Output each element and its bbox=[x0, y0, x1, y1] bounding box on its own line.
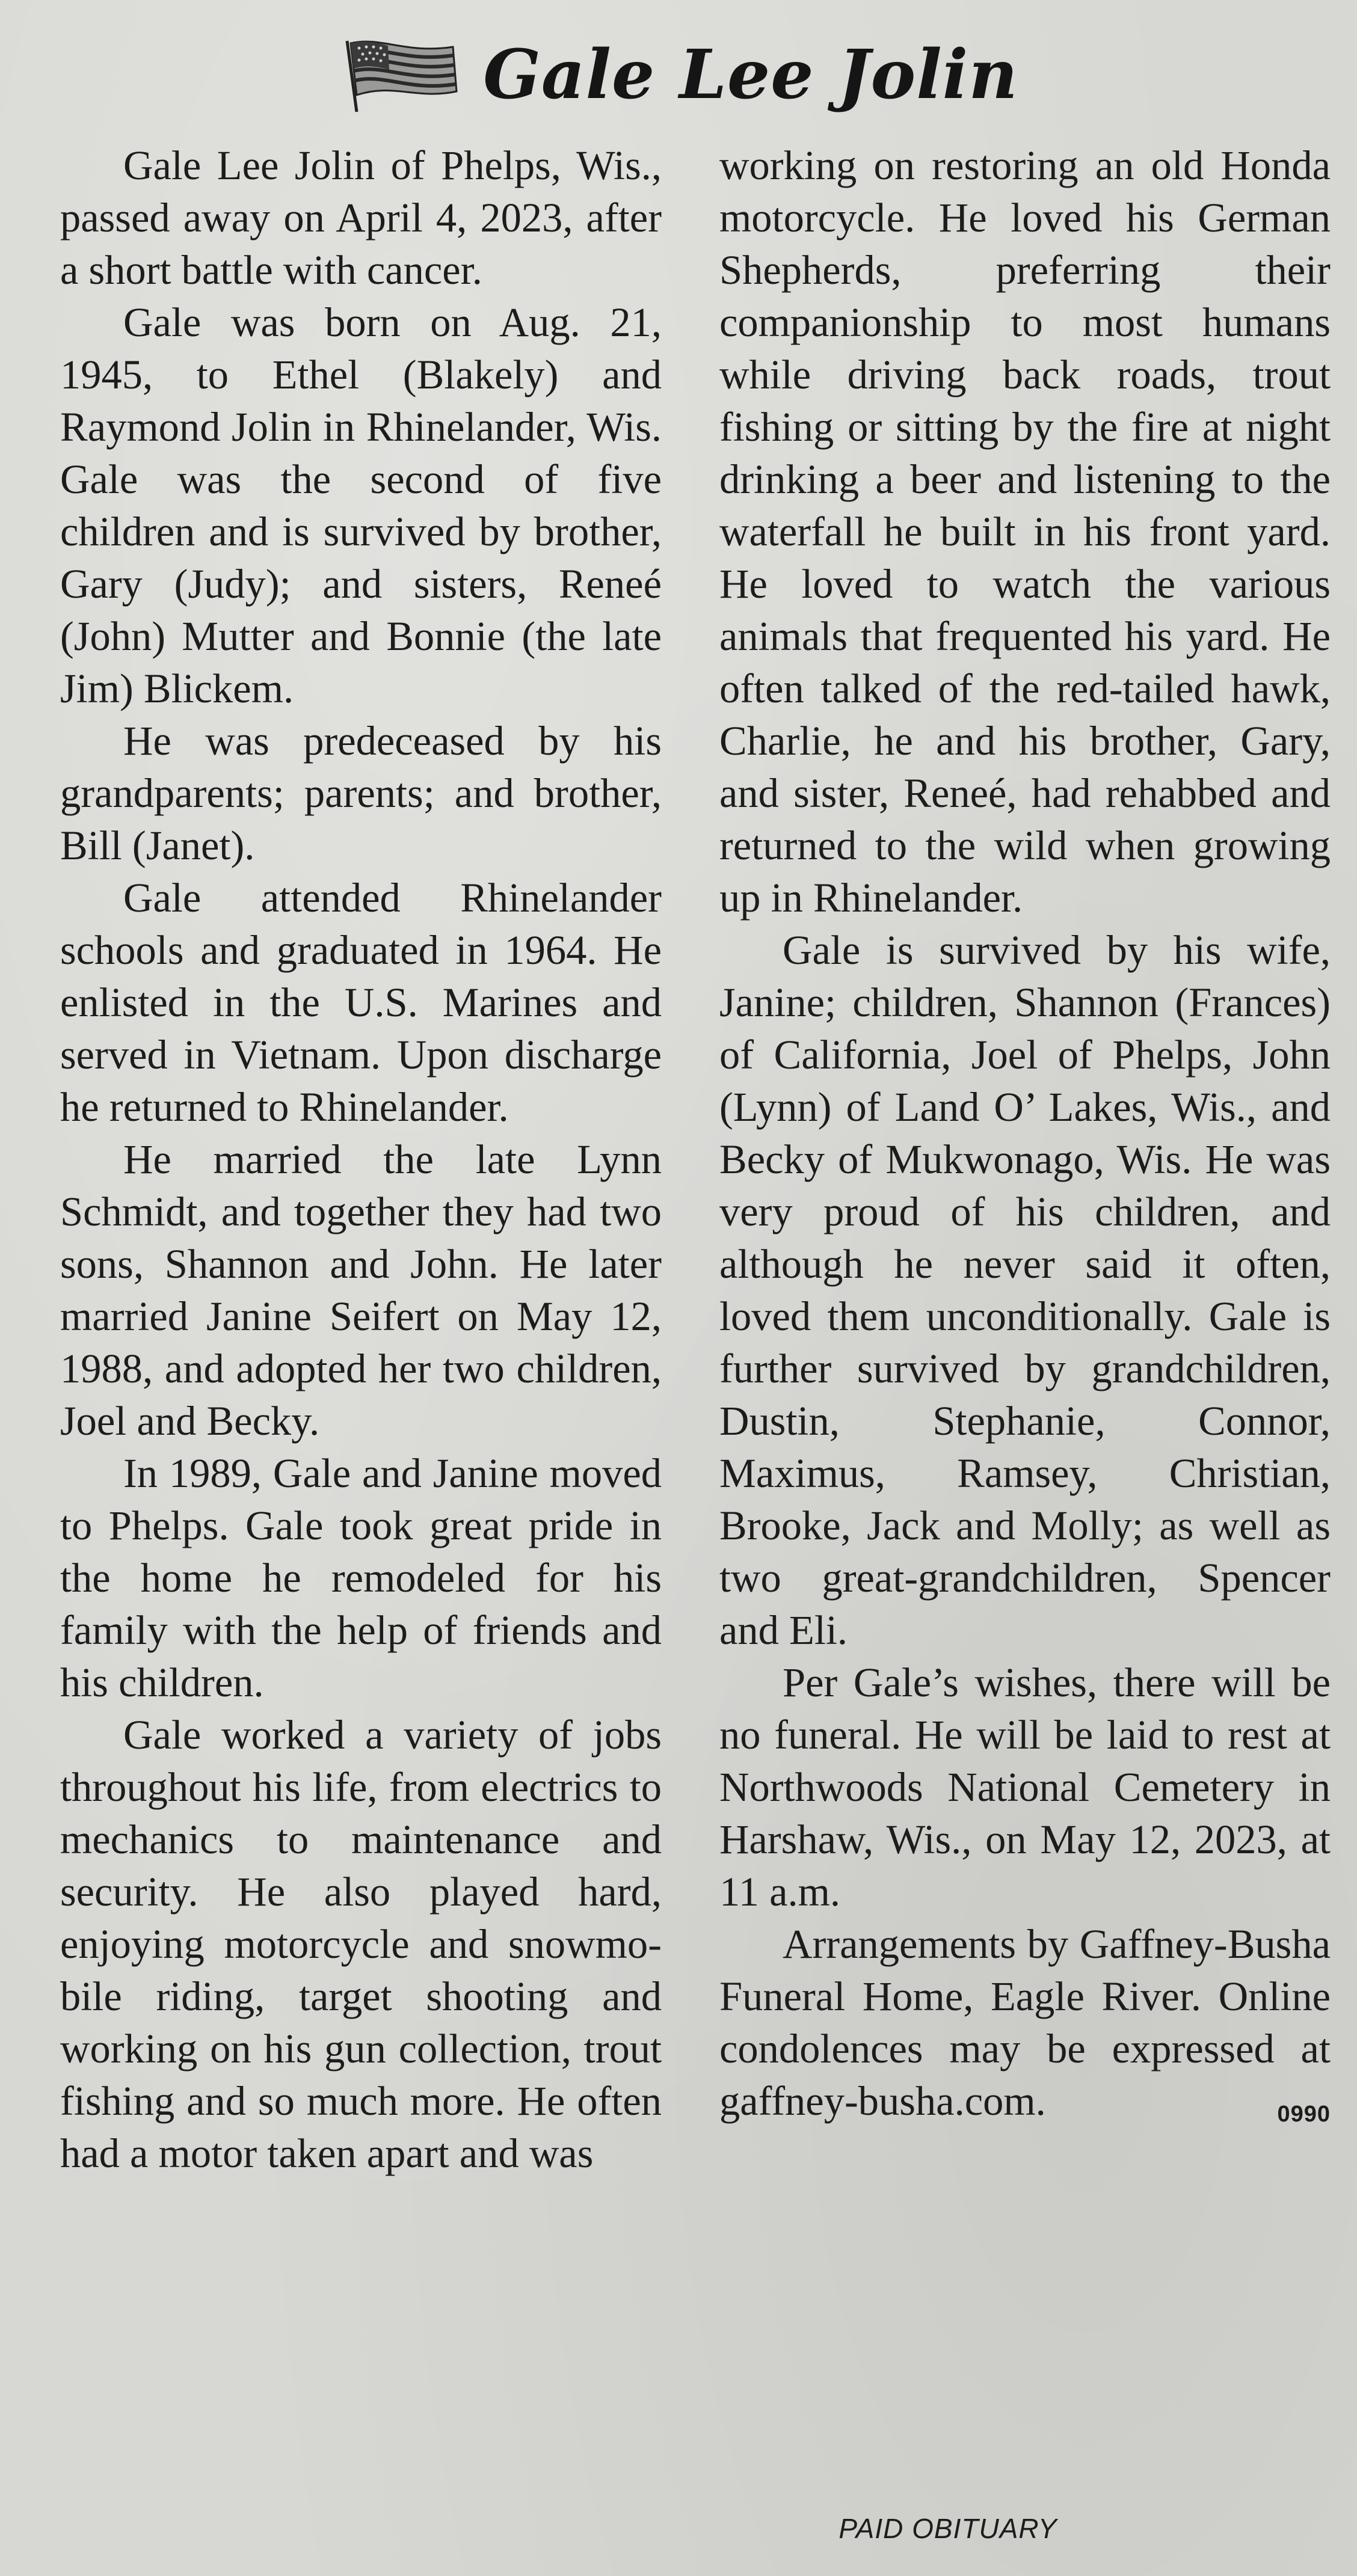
paragraph-work-hobbies-continued: working on restoring an old Honda motorcycle. He loved his German Shepherds, preferring their companionship to most humans while driving back roads, trout fishing or sitting by the fire at night drinking a beer and listening to the waterfall he built in his front yard. He loved to watch the various animals that frequented his yard. He often talked of the red-tailed hawk, Charlie, he and his brother, Gary, and sister, Reneé, had rehabbed and returned to the wild when growing up in Rhinelander. bbox=[719, 143, 1331, 921]
paragraph-phelps-home: In 1989, Gale and Janine moved to Phelps. Gale took great pride in the home he remodeled for his family with the help of friends and his children. bbox=[60, 1450, 662, 1705]
american-flag-icon bbox=[339, 36, 459, 114]
arrangements-text: Arrangements by Gaffney-Busha Funeral Home, Eagle River. Online condolences may be expressed at gaffney-busha.com. bbox=[719, 1921, 1331, 2124]
right-column bbox=[719, 140, 1331, 2141]
ad-code: 0990 bbox=[1277, 2102, 1331, 2127]
paid-obituary-label: PAID OBITUARY bbox=[839, 2513, 1057, 2544]
obituary-title: Gale Lee Jolin bbox=[483, 35, 1018, 114]
obituary-header bbox=[0, 24, 1357, 126]
paragraph-birth-family: Gale was born on Aug. 21, 1945, to Ethel (Blakely) and Raymond Jolin in Rhinelander, Wis. Gale was the second of five children and is survived by brother, Gary (Judy); and sisters, Reneé (John) Mutter and Bonnie (the late Jim) Blickem. bbox=[60, 299, 662, 711]
paragraph-arrangements bbox=[719, 1918, 1331, 2127]
paragraph-education-service: Gale attended Rhinelander schools and graduated in 1964. He enlisted in the U.S. Marines and served in Vietnam. Upon discharge he returned to Rhinelander. bbox=[60, 875, 662, 1130]
paragraph-work-hobbies: Gale worked a variety of jobs throughout his life, from electrics to mechanics to maintenance and security. He also played hard, enjoying motorcycle and snowmobile riding, target shooting and working on his gun collection, trout fishing and so much more. He often had a motor taken apart and was bbox=[60, 1712, 662, 2176]
paragraph-survivors: Gale is survived by his wife, Janine; children, Shannon (Frances) of California, Joel of Phelps, John (Lynn) of Land O’ Lakes, Wis., and Becky of Mukwonago, Wis. He was very proud of his children, and although he never said it often, loved them unconditionally. Gale is further survived by grandchildren, Dustin, Stephanie, Connor, Maximus, Ramsey, Christian, Brooke, Jack and Molly; as well as two great-grandchildren, Spencer and Eli. bbox=[719, 927, 1331, 1653]
paragraph-services: Per Gale’s wishes, there will be no funeral. He will be laid to rest at Northwoods National Cemetery in Harshaw, Wis., on May 12, 2023, at 11 a.m. bbox=[719, 1660, 1331, 1915]
paragraph-predeceased: He was predeceased by his grandparents; parents; and brother, Bill (Janet). bbox=[60, 718, 662, 868]
paragraph-marriages: He married the late Lynn Schmidt, and together they had two sons, Shannon and John. He later married Janine Seifert on May 12, 1988, and adopted her two children, Joel and Becky. bbox=[60, 1136, 662, 1444]
paragraph-death-notice: Gale Lee Jolin of Phelps, Wis., passed away on April 4, 2023, after a short battle with cancer. bbox=[60, 143, 662, 293]
left-column bbox=[60, 140, 662, 2180]
